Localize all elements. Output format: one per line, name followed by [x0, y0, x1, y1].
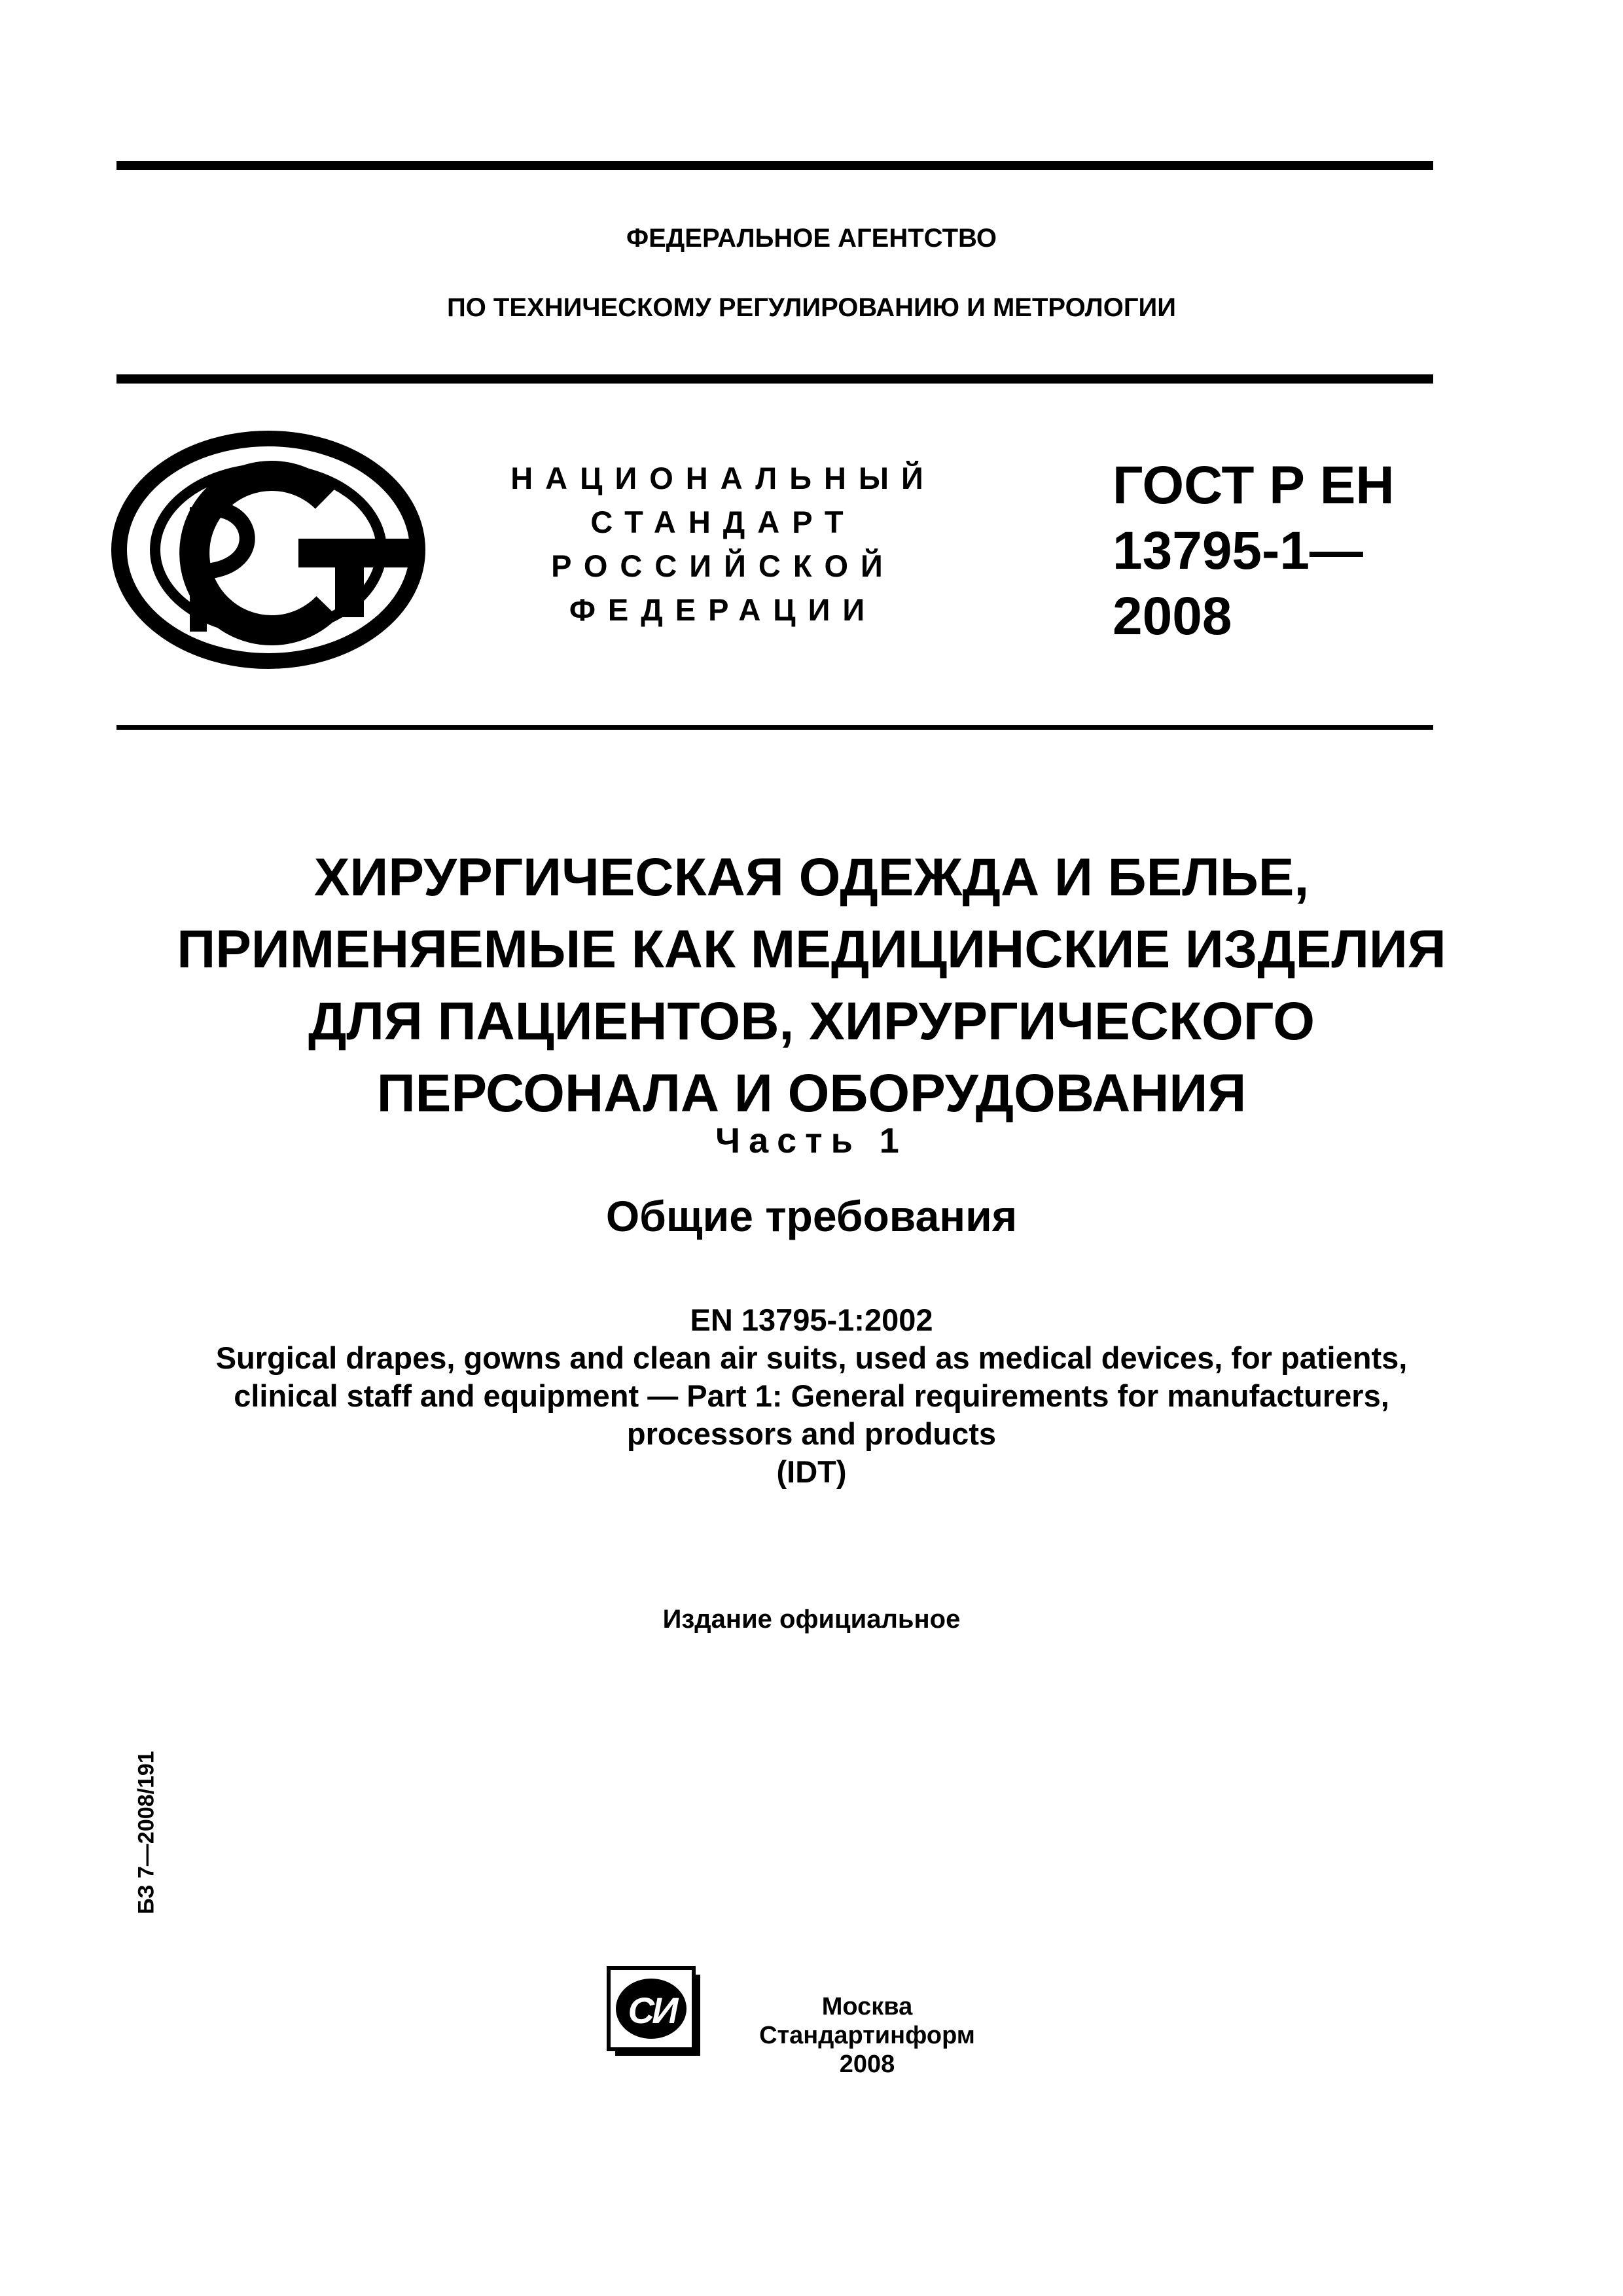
masthead-bottom-rule	[116, 725, 1433, 730]
agency-line-1: ФЕДЕРАЛЬНОЕ АГЕНТСТВО	[626, 224, 997, 253]
document-subtitle: Общие требования	[605, 1192, 1018, 1240]
agency-line-2: ПО ТЕХНИЧЕСКОМУ РЕГУЛИРОВАНИЮ И МЕТРОЛОГИИ	[446, 293, 1177, 322]
en-code: EN 13795-1:2002	[690, 1302, 933, 1337]
rst-certification-logo-icon	[111, 429, 425, 671]
idt-label: (IDT)	[776, 1454, 847, 1489]
document-title	[0, 842, 1623, 1130]
title-line: ПРИМЕНЯЕМЫЕ КАК МЕДИЦИНСКИЕ ИЗДЕЛИЯ	[177, 920, 1446, 979]
publisher-year: 2008	[839, 2051, 895, 2078]
title-line: ДЛЯ ПАЦИЕНТОВ, ХИРУРГИЧЕСКОГО	[308, 992, 1315, 1051]
national-standard-label	[478, 456, 969, 632]
en-title-line: clinical staff and equipment — Part 1: General requirements for manufacturers,	[234, 1378, 1389, 1413]
publisher-city: Москва	[821, 1993, 913, 2020]
publisher-info	[736, 1992, 998, 2079]
national-standard-line: РОССИЙСКОЙ	[551, 548, 895, 583]
national-standard-line: НАЦИОНАЛЬНЫЙ	[510, 461, 936, 495]
designation-line-3: 2008	[1113, 586, 1232, 646]
side-code: БЗ 7—2008/191	[134, 1751, 159, 1914]
top-rule	[116, 161, 1433, 170]
edition-label: Издание официальное	[662, 1605, 961, 1634]
national-standard-line: СТАНДАРТ	[590, 505, 856, 539]
en-reference	[0, 1301, 1623, 1491]
part-label: Часть 1	[715, 1121, 908, 1160]
standard-designation	[1113, 453, 1395, 649]
en-title-line: Surgical drapes, gowns and clean air suits, used as medical devices, for patients,	[215, 1340, 1408, 1375]
standartinform-logo-icon	[606, 1965, 703, 2058]
designation-line-1: ГОСТ Р ЕН	[1113, 456, 1395, 515]
standartinform-logo-text: СИ	[628, 1990, 676, 2031]
national-standard-line: ФЕДЕРАЦИИ	[569, 592, 878, 627]
publisher-name: Стандартинформ	[759, 2022, 975, 2049]
en-title-line: processors and products	[626, 1416, 997, 1451]
title-line: ХИРУРГИЧЕСКАЯ ОДЕЖДА И БЕЛЬЕ,	[313, 848, 1310, 907]
header-rule	[116, 374, 1433, 384]
designation-line-2: 13795-1—	[1113, 521, 1363, 581]
title-line: ПЕРСОНАЛА И ОБОРУДОВАНИЯ	[376, 1064, 1247, 1123]
